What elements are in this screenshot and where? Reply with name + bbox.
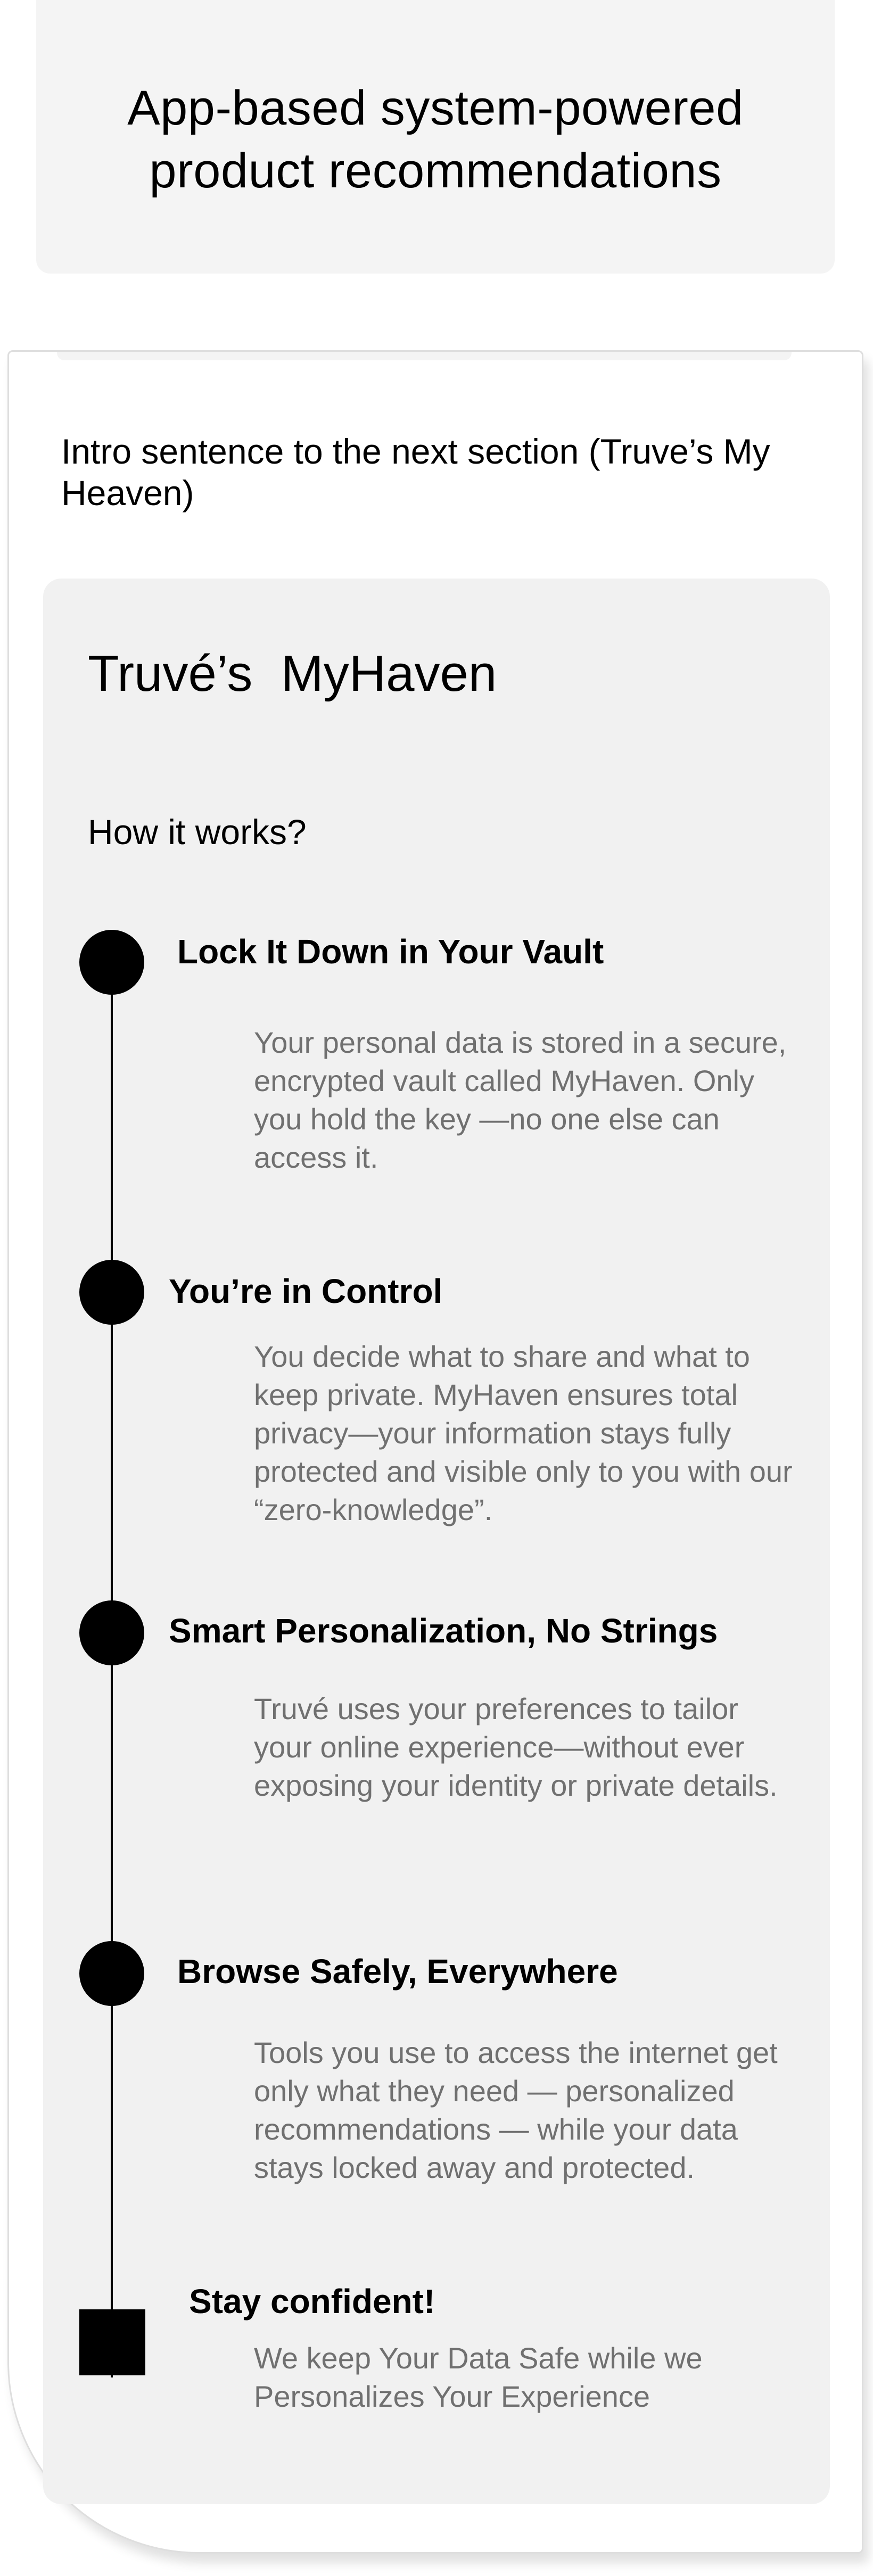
timeline-dot-4 [79, 1941, 144, 2006]
step-body-5: We keep Your Data Safe while we Personalizes Your Experience [254, 2341, 703, 2413]
brand-title: Truvé’s MyHaven [88, 645, 497, 702]
step-title-2: You’re in Control [169, 1272, 443, 1310]
step-body-1: Your personal data is stored in a secure, encrypted vault called MyHaven. Only you hold the key —no one else can access it. [254, 1026, 787, 1174]
step-title-3: Smart Personalization, No Strings [169, 1612, 718, 1650]
intro-sentence: Intro sentence to the next section (Truve’s My Heaven) [61, 432, 770, 513]
step-body-3: Truvé uses your preferences to tailor your online experience—without ever exposing your identity or private details. [254, 1692, 778, 1802]
step-body-2: You decide what to share and what to keep private. MyHaven ensures total privacy—your information stays fully protected and visible only to you with our “zero-knowledge”. [254, 1340, 793, 1526]
top-banner [36, 0, 835, 274]
content-card [7, 350, 863, 2554]
card-top-sliver [57, 352, 792, 360]
banner-title-line1: App-based system-powered [127, 81, 744, 135]
timeline-dot-2 [79, 1260, 144, 1325]
timeline-dot-3 [79, 1600, 144, 1665]
banner-title-line2: product recommendations [149, 144, 722, 198]
step-title-1: Lock It Down in Your Vault [177, 932, 604, 971]
step-title-5: Stay confident! [189, 2282, 435, 2321]
how-it-works-label: How it works? [88, 812, 307, 852]
step-body-4: Tools you use to access the internet get only what they need — personalized recommendations — while your data stays locked away and protected. [254, 2036, 778, 2184]
banner-title [127, 71, 743, 202]
myhaven-panel [43, 579, 830, 2504]
timeline-end-square [79, 2309, 145, 2375]
step-title-4: Browse Safely, Everywhere [177, 1952, 618, 1991]
timeline-dot-1 [79, 930, 144, 995]
